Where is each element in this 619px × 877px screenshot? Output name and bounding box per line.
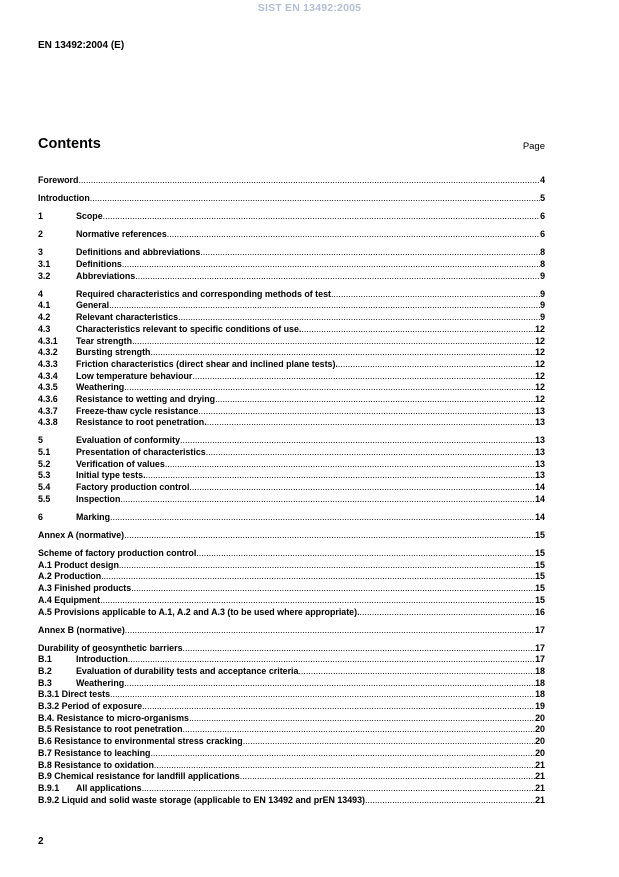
toc-entry-title: B.7 Resistance to leaching xyxy=(38,747,151,758)
toc-entry-title: B.4. Resistance to micro-organisms xyxy=(38,712,189,723)
toc-entry-page: 21 xyxy=(535,771,545,782)
toc-entry-page: 13 xyxy=(535,435,545,446)
toc-entry-number: 4.3.4 xyxy=(38,370,58,381)
toc-entry-number: 4.3.8 xyxy=(38,417,58,428)
toc-leader-dots xyxy=(142,701,535,713)
toc-entry[interactable] xyxy=(38,406,545,418)
toc-leader-dots xyxy=(150,748,535,760)
toc-entry[interactable] xyxy=(38,795,545,807)
toc-entry-title: Foreword xyxy=(38,175,79,185)
toc-entry[interactable] xyxy=(38,470,545,482)
toc-entry[interactable] xyxy=(38,359,545,371)
toc-entry-page: 20 xyxy=(535,736,545,747)
toc-entry[interactable] xyxy=(38,289,545,301)
toc-leader-dots xyxy=(101,571,535,583)
toc-entry-title: Scheme of factory production control xyxy=(38,548,197,559)
toc-leader-dots xyxy=(215,394,535,406)
toc-entry[interactable] xyxy=(38,548,545,560)
toc-entry-page: 18 xyxy=(535,689,545,700)
toc-leader-dots xyxy=(124,678,535,690)
toc-entry-title: A.3 Finished products xyxy=(38,583,132,594)
toc-leader-dots xyxy=(128,654,535,666)
toc-entry-page: 14 xyxy=(535,493,545,504)
toc-entry-page: 9 xyxy=(540,300,545,311)
toc-entry-title: Friction characteristics (direct shear and inclined plane tests). xyxy=(76,358,338,369)
toc-leader-dots xyxy=(103,211,540,223)
toc-entry-title: Durability of geosynthetic barriers xyxy=(38,642,183,653)
toc-entry-title: Evaluation of conformity xyxy=(76,435,181,446)
toc-entry-title: Verification of values xyxy=(76,458,165,469)
page-column-label: Page xyxy=(522,141,545,152)
toc-entry-page: 13 xyxy=(535,470,545,481)
toc-entry-page: 15 xyxy=(535,530,545,540)
toc-leader-dots xyxy=(131,583,535,595)
toc-entry-page: 15 xyxy=(535,559,545,570)
toc-entry-page: 13 xyxy=(535,447,545,458)
toc-leader-dots xyxy=(100,595,535,607)
toc-entry-page: 14 xyxy=(535,482,545,493)
toc-entry-title: Scope xyxy=(76,211,103,222)
toc-entry-number: 1 xyxy=(38,211,43,222)
toc-entry-page: 13 xyxy=(535,405,545,416)
toc-entry-title: Initial type tests. xyxy=(76,470,146,481)
toc-entry-title: Characteristics relevant to specific conditions of use. xyxy=(76,323,302,334)
toc-leader-dots xyxy=(331,289,540,301)
toc-entry-page: 14 xyxy=(535,511,545,522)
toc-entry-page: 12 xyxy=(535,382,545,393)
toc-leader-dots xyxy=(135,271,540,283)
toc-entry-page: 21 xyxy=(535,794,545,805)
toc-entry[interactable] xyxy=(38,417,545,429)
toc-entry-page: 13 xyxy=(535,417,545,428)
toc-entry[interactable] xyxy=(38,748,545,760)
toc-entry-page: 4 xyxy=(540,175,545,185)
toc-entry-page: 20 xyxy=(535,712,545,723)
toc-entry-page: 9 xyxy=(540,270,545,281)
toc-leader-dots xyxy=(183,724,536,736)
toc-leader-dots xyxy=(120,494,535,506)
toc-entry-title: Abbreviations xyxy=(76,270,136,281)
toc-entry[interactable] xyxy=(38,175,545,187)
toc-leader-dots xyxy=(301,324,535,336)
page-title: Contents xyxy=(38,136,101,152)
toc-leader-dots xyxy=(240,771,535,783)
toc-entry-number: 4.3.2 xyxy=(38,347,58,358)
toc-entry-title: All applications xyxy=(76,782,142,793)
toc-leader-dots xyxy=(124,382,535,394)
toc-entry[interactable] xyxy=(38,701,545,713)
table-of-contents xyxy=(38,175,545,806)
toc-entry-number: 5.4 xyxy=(38,482,51,493)
toc-entry-title: Weathering xyxy=(76,382,125,393)
toc-entry-number: 4.3.6 xyxy=(38,393,58,404)
toc-entry[interactable] xyxy=(38,583,545,595)
toc-entry-number: B.1 xyxy=(38,654,52,665)
toc-entry-title: B.9.2 Liquid and solid waste storage (applicable to EN 13492 and prEN 13493) xyxy=(38,794,365,805)
toc-entry-number: 3.1 xyxy=(38,259,51,269)
toc-entry-page: 18 xyxy=(535,677,545,688)
toc-entry-page: 21 xyxy=(535,759,545,770)
page-number: 2 xyxy=(38,836,44,847)
toc-entry[interactable] xyxy=(38,312,545,324)
toc-entry-page: 12 xyxy=(535,347,545,358)
toc-entry[interactable] xyxy=(38,347,545,359)
toc-entry-page: 21 xyxy=(535,782,545,793)
toc-entry-title: Weathering xyxy=(76,677,125,688)
toc-entry-page: 20 xyxy=(535,724,545,735)
toc-entry-number: B.3 xyxy=(38,677,52,688)
toc-entry[interactable] xyxy=(38,530,545,542)
toc-entry-page: 9 xyxy=(540,312,545,323)
toc-entry-page: 17 xyxy=(535,642,545,653)
toc-entry-title: B.3.2 Period of exposure xyxy=(38,701,143,712)
toc-entry-page: 12 xyxy=(535,393,545,404)
toc-entry[interactable] xyxy=(38,643,545,655)
toc-entry-title: A.1 Product design xyxy=(38,559,119,570)
toc-leader-dots xyxy=(125,625,535,637)
toc-entry-title: Definitions and abbreviations xyxy=(76,247,201,258)
toc-leader-dots xyxy=(178,312,540,324)
toc-entry-number: 4.3.1 xyxy=(38,335,58,346)
toc-entry-title: A.5 Provisions applicable to A.1, A.2 and A.3 (to be used where appropriate). xyxy=(38,606,360,617)
toc-entry-number: 5.3 xyxy=(38,470,51,481)
toc-entry-title: Annex B (normative) xyxy=(38,624,125,635)
toc-leader-dots xyxy=(154,760,535,772)
toc-leader-dots xyxy=(124,530,535,542)
toc-entry[interactable] xyxy=(38,394,545,406)
toc-entry-title: B.6 Resistance to environmental stress cracking xyxy=(38,736,243,747)
toc-leader-dots xyxy=(196,548,535,560)
toc-entry-page: 18 xyxy=(535,666,545,677)
toc-entry-page: 19 xyxy=(535,701,545,712)
toc-entry-title: Annex A (normative) xyxy=(38,530,125,540)
toc-entry-title: Resistance to wetting and drying xyxy=(76,393,216,404)
toc-entry-page: 8 xyxy=(540,259,545,269)
toc-entry[interactable] xyxy=(38,666,545,678)
toc-entry-title: Relevant characteristics xyxy=(76,312,179,323)
toc-entry-title: Tear strength xyxy=(76,335,133,346)
document-id: EN 13492:2004 (E) xyxy=(38,40,125,51)
toc-entry[interactable] xyxy=(38,271,545,283)
toc-entry-number: 5.5 xyxy=(38,493,51,504)
toc-entry-title: Resistance to root penetration. xyxy=(76,417,207,428)
toc-entry-title: B.5 Resistance to root penetration xyxy=(38,724,183,735)
toc-entry-page: 17 xyxy=(535,654,545,665)
toc-entry-page: 12 xyxy=(535,358,545,369)
toc-leader-dots xyxy=(132,336,535,348)
toc-entry-page: 12 xyxy=(535,335,545,346)
toc-entry[interactable] xyxy=(38,336,545,348)
toc-entry-title: Introduction xyxy=(76,654,128,665)
toc-entry-page: 12 xyxy=(535,370,545,381)
toc-entry-title: B.3.1 Direct tests xyxy=(38,689,111,700)
toc-entry-number: 4.3 xyxy=(38,323,51,334)
toc-entry-number: 4.3.5 xyxy=(38,382,58,393)
toc-leader-dots xyxy=(109,300,540,312)
toc-leader-dots xyxy=(189,482,535,494)
toc-entry[interactable] xyxy=(38,571,545,583)
toc-leader-dots xyxy=(78,175,540,187)
toc-entry-page: 15 xyxy=(535,571,545,582)
toc-entry-title: Low temperature behaviour xyxy=(76,370,193,381)
toc-leader-dots xyxy=(206,447,535,459)
toc-entry[interactable] xyxy=(38,259,545,271)
toc-entry[interactable] xyxy=(38,447,545,459)
toc-leader-dots xyxy=(165,459,535,471)
toc-entry[interactable] xyxy=(38,229,545,241)
toc-entry-page: 20 xyxy=(535,747,545,758)
toc-entry-page: 6 xyxy=(540,211,545,222)
toc-leader-dots xyxy=(298,666,535,678)
toc-leader-dots xyxy=(192,371,535,383)
toc-entry-number: 4.1 xyxy=(38,300,51,311)
toc-entry[interactable] xyxy=(38,211,545,223)
toc-entry[interactable] xyxy=(38,324,545,336)
toc-entry[interactable] xyxy=(38,512,545,524)
toc-entry-number: 5.2 xyxy=(38,458,51,469)
toc-entry-page: 5 xyxy=(540,193,545,204)
toc-entry-title: Evaluation of durability tests and acceptance criteria xyxy=(76,666,299,677)
toc-entry-title: B.8 Resistance to oxidation xyxy=(38,759,154,770)
toc-entry-title: Marking xyxy=(76,511,111,522)
toc-entry-title: Inspection xyxy=(76,493,121,504)
toc-entry[interactable] xyxy=(38,193,545,205)
toc-entry[interactable] xyxy=(38,771,545,783)
toc-entry-number: 4.3.3 xyxy=(38,358,58,369)
toc-entry[interactable] xyxy=(38,300,545,312)
toc-entry-page: 13 xyxy=(535,458,545,469)
toc-leader-dots xyxy=(150,347,535,359)
toc-entry-title: A.2 Production xyxy=(38,571,102,582)
toc-entry[interactable] xyxy=(38,736,545,748)
toc-entry-number: B.2 xyxy=(38,666,52,677)
toc-entry-page: 15 xyxy=(535,594,545,605)
toc-entry-title: Definitions xyxy=(76,259,122,269)
toc-entry[interactable] xyxy=(38,625,545,637)
toc-entry-number: 4 xyxy=(38,288,43,299)
toc-entry[interactable] xyxy=(38,713,545,725)
toc-entry-number: 4.3.7 xyxy=(38,405,58,416)
toc-leader-dots xyxy=(183,643,536,655)
toc-leader-dots xyxy=(207,417,535,429)
toc-leader-dots xyxy=(146,470,536,482)
toc-entry-page: 8 xyxy=(540,247,545,258)
toc-entry[interactable] xyxy=(38,654,545,666)
toc-entry[interactable] xyxy=(38,760,545,772)
toc-entry-page: 12 xyxy=(535,323,545,334)
toc-entry[interactable] xyxy=(38,482,545,494)
toc-entry[interactable] xyxy=(38,435,545,447)
toc-leader-dots xyxy=(180,435,535,447)
toc-leader-dots xyxy=(365,795,535,807)
toc-entry[interactable] xyxy=(38,494,545,506)
toc-entry[interactable] xyxy=(38,459,545,471)
toc-entry-title: A.4 Equipment xyxy=(38,594,101,605)
toc-entry-page: 17 xyxy=(535,624,545,635)
toc-leader-dots xyxy=(189,713,535,725)
toc-entry[interactable] xyxy=(38,724,545,736)
toc-entry-page: 9 xyxy=(540,288,545,299)
toc-leader-dots xyxy=(338,359,535,371)
toc-entry-page: 15 xyxy=(535,548,545,559)
toc-entry-number: B.9.1 xyxy=(38,782,60,793)
toc-entry[interactable] xyxy=(38,783,545,795)
toc-entry[interactable] xyxy=(38,595,545,607)
toc-entry-title: Factory production control xyxy=(76,482,190,493)
toc-entry-number: 5.1 xyxy=(38,447,51,458)
toc-entry-page: 6 xyxy=(540,229,545,240)
toc-leader-dots xyxy=(110,689,535,701)
toc-entry[interactable] xyxy=(38,560,545,572)
toc-entry[interactable] xyxy=(38,607,545,619)
toc-leader-dots xyxy=(119,560,535,572)
toc-entry-title: Introduction xyxy=(38,193,90,204)
toc-leader-dots xyxy=(122,259,540,271)
toc-leader-dots xyxy=(142,783,536,795)
toc-entry-number: 5 xyxy=(38,435,43,446)
toc-entry-number: 6 xyxy=(38,511,43,522)
toc-entry-number: 3 xyxy=(38,247,43,258)
toc-entry-title: Presentation of characteristics xyxy=(76,447,206,458)
toc-entry[interactable] xyxy=(38,247,545,259)
toc-leader-dots xyxy=(200,247,540,259)
toc-entry-page: 15 xyxy=(535,583,545,594)
toc-entry-number: 2 xyxy=(38,229,43,240)
toc-entry-title: B.9 Chemical resistance for landfill applications xyxy=(38,771,240,782)
toc-entry[interactable] xyxy=(38,678,545,690)
toc-entry-title: Normative references xyxy=(76,229,167,240)
toc-entry-number: 3.2 xyxy=(38,270,51,281)
toc-entry[interactable] xyxy=(38,371,545,383)
toc-leader-dots xyxy=(360,607,536,619)
toc-entry[interactable] xyxy=(38,382,545,394)
toc-entry-title: Required characteristics and corresponding methods of test xyxy=(76,288,331,299)
watermark: SIST EN 13492:2005 xyxy=(257,2,362,14)
toc-entry-number: 4.2 xyxy=(38,312,51,323)
toc-entry-page: 16 xyxy=(535,606,545,617)
toc-leader-dots xyxy=(167,229,540,241)
toc-entry[interactable] xyxy=(38,689,545,701)
toc-entry-title: General xyxy=(76,300,110,311)
toc-leader-dots xyxy=(198,406,535,418)
toc-entry-title: Freeze-thaw cycle resistance xyxy=(76,405,199,416)
toc-leader-dots xyxy=(110,512,535,524)
toc-entry-title: Bursting strength xyxy=(76,347,151,358)
toc-leader-dots xyxy=(243,736,535,748)
toc-leader-dots xyxy=(90,193,540,205)
